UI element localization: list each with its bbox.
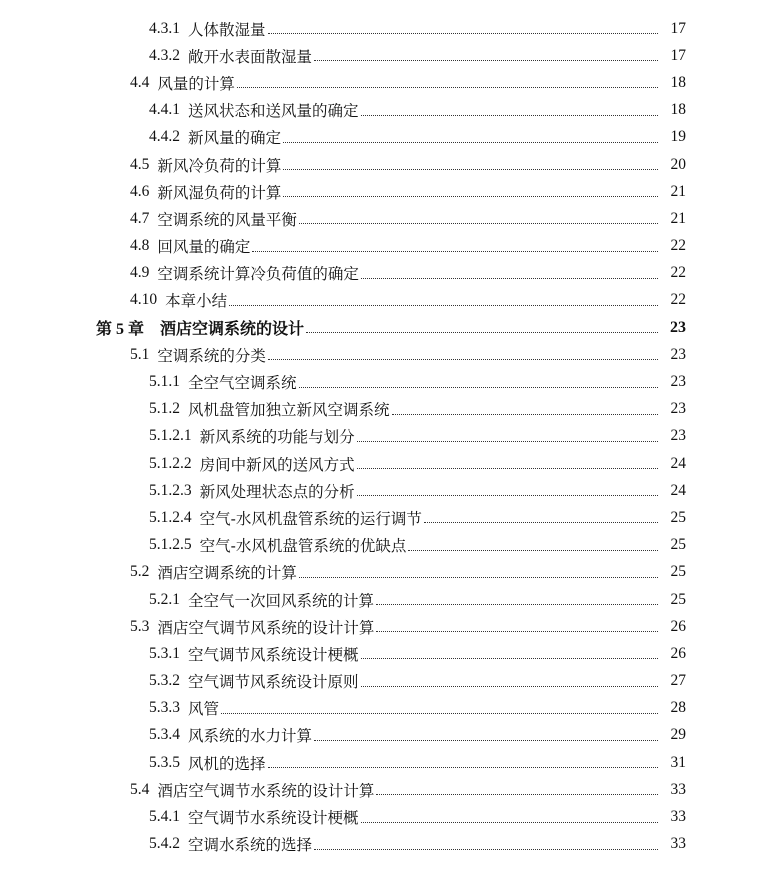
dot-leader — [283, 142, 658, 143]
toc-entry-number: 5.1 — [130, 345, 150, 363]
dot-leader — [314, 60, 658, 61]
dot-leader — [299, 387, 658, 388]
dot-leader — [299, 577, 658, 578]
dot-leader — [268, 359, 658, 360]
toc-entry[interactable] — [0, 613, 780, 640]
toc-entry-title: 风系统的水力计算 — [188, 727, 313, 746]
dot-leader — [376, 794, 658, 795]
toc-entry[interactable] — [0, 504, 780, 531]
dot-leader — [283, 196, 658, 197]
toc-entry-page: 21 — [670, 182, 686, 200]
toc-entry-title: 空气调节水系统设计梗概 — [188, 809, 359, 828]
toc-entry[interactable] — [0, 450, 780, 477]
toc-entry-page: 33 — [670, 808, 686, 826]
toc-entry-title: 回风量的确定 — [157, 238, 251, 257]
toc-entry[interactable] — [0, 124, 780, 151]
dot-leader — [361, 658, 658, 659]
toc-entry[interactable] — [0, 559, 780, 586]
toc-entry[interactable] — [0, 205, 780, 232]
toc-entry[interactable] — [0, 722, 780, 749]
toc-entry-number: 5.4.2 — [149, 835, 180, 853]
toc-entry-page: 18 — [670, 101, 686, 119]
toc-entry-title: 风机盘管加独立新风空调系统 — [188, 401, 390, 420]
toc-entry[interactable] — [0, 287, 780, 314]
toc-entry-title: 风机的选择 — [188, 754, 266, 773]
toc-entry-page: 26 — [670, 644, 686, 662]
toc-entry[interactable] — [0, 260, 780, 287]
toc-entry-page: 24 — [670, 481, 686, 499]
toc-entry[interactable] — [0, 803, 780, 830]
toc-entry-number: 5.3.3 — [149, 699, 180, 717]
toc-entry-title: 酒店空气调节风系统的设计计算 — [157, 618, 375, 637]
toc-entry-number: 5.1.2.3 — [149, 481, 192, 499]
dot-leader — [252, 251, 658, 252]
toc-entry-title: 人体散湿量 — [188, 20, 266, 39]
toc-entry[interactable] — [0, 532, 780, 559]
toc-entry[interactable] — [0, 695, 780, 722]
toc-entry-number: 5.2 — [130, 563, 150, 581]
toc-entry[interactable] — [0, 178, 780, 205]
table-of-contents — [0, 15, 780, 858]
dot-leader — [299, 223, 658, 224]
toc-entry-page: 17 — [670, 46, 686, 64]
dot-leader — [376, 604, 658, 605]
toc-entry-number: 5.1.2.4 — [149, 508, 192, 526]
toc-entry-title: 空调水系统的选择 — [188, 836, 313, 855]
toc-entry-number: 5.3.5 — [149, 753, 180, 771]
toc-entry-number: 5.3.1 — [149, 644, 180, 662]
dot-leader — [424, 522, 658, 523]
dot-leader — [237, 87, 658, 88]
toc-entry-title: 风管 — [188, 700, 220, 719]
toc-entry-number: 5.3 — [130, 617, 150, 635]
toc-entry[interactable] — [0, 586, 780, 613]
toc-entry-page: 23 — [670, 345, 686, 363]
toc-entry[interactable] — [0, 423, 780, 450]
dot-leader — [357, 468, 658, 469]
toc-entry-title: 空调系统的分类 — [157, 346, 266, 365]
toc-entry-number: 4.5 — [130, 155, 150, 173]
toc-entry[interactable] — [0, 314, 780, 341]
toc-entry-title: 空气调节风系统设计原则 — [188, 673, 359, 692]
toc-entry-title: 新风处理状态点的分析 — [199, 482, 355, 501]
toc-entry-title: 新风量的确定 — [188, 129, 282, 148]
toc-entry-number: 4.4.2 — [149, 128, 180, 146]
toc-entry-title: 酒店空调系统的计算 — [157, 564, 297, 583]
toc-entry-page: 25 — [670, 590, 686, 608]
toc-entry-page: 27 — [670, 672, 686, 690]
toc-entry-number: 4.10 — [130, 291, 158, 309]
toc-entry-title: 新风系统的功能与划分 — [199, 428, 355, 447]
toc-entry-page: 22 — [670, 264, 686, 282]
dot-leader — [314, 740, 658, 741]
toc-entry-title: 本章小结 — [165, 292, 228, 311]
toc-entry-page: 17 — [670, 19, 686, 37]
toc-entry-page: 26 — [670, 617, 686, 635]
dot-leader — [314, 849, 658, 850]
toc-entry-page: 28 — [670, 699, 686, 717]
toc-entry-number: 5.4 — [130, 780, 150, 798]
dot-leader — [361, 115, 658, 116]
toc-entry-page: 23 — [670, 318, 686, 336]
toc-entry-page: 23 — [670, 427, 686, 445]
toc-entry-number: 4.4.1 — [149, 101, 180, 119]
toc-entry-title: 全空气空调系统 — [188, 374, 297, 393]
toc-entry-number: 5.1.1 — [149, 373, 180, 391]
toc-entry-title: 新风湿负荷的计算 — [157, 183, 282, 202]
toc-entry-title: 空气调节风系统设计梗概 — [188, 645, 359, 664]
toc-entry[interactable] — [0, 151, 780, 178]
toc-entry[interactable] — [0, 341, 780, 368]
toc-entry-number: 5.1.2.2 — [149, 454, 192, 472]
dot-leader — [306, 332, 658, 333]
toc-entry[interactable] — [0, 368, 780, 395]
toc-entry-number: 5.1.2.5 — [149, 536, 192, 554]
toc-entry-number: 5.3.2 — [149, 672, 180, 690]
toc-entry-title: 全空气一次回风系统的计算 — [188, 591, 375, 610]
toc-entry[interactable] — [0, 42, 780, 69]
toc-entry-title: 敞开水表面散湿量 — [188, 47, 313, 66]
toc-entry-page: 23 — [670, 373, 686, 391]
toc-entry[interactable] — [0, 69, 780, 96]
toc-entry-title: 空气-水风机盘管系统的优缺点 — [199, 537, 407, 556]
toc-entry-page: 33 — [670, 835, 686, 853]
toc-entry-number: 5.2.1 — [149, 590, 180, 608]
toc-entry-title: 风量的计算 — [157, 74, 235, 93]
toc-entry-page: 23 — [670, 400, 686, 418]
toc-entry[interactable] — [0, 749, 780, 776]
toc-entry-page: 29 — [670, 726, 686, 744]
dot-leader — [361, 278, 658, 279]
toc-entry-number: 4.9 — [130, 264, 150, 282]
toc-entry-page: 18 — [670, 73, 686, 91]
toc-entry[interactable] — [0, 776, 780, 803]
toc-entry[interactable] — [0, 640, 780, 667]
dot-leader — [376, 631, 658, 632]
toc-entry-page: 21 — [670, 209, 686, 227]
toc-entry-page: 33 — [670, 780, 686, 798]
toc-entry-page: 31 — [670, 753, 686, 771]
dot-leader — [268, 33, 658, 34]
toc-entry[interactable] — [0, 396, 780, 423]
toc-entry-title: 空调系统计算冷负荷值的确定 — [157, 265, 359, 284]
dot-leader — [392, 414, 658, 415]
toc-entry[interactable] — [0, 477, 780, 504]
toc-entry-title: 酒店空调系统的设计 — [160, 319, 305, 339]
dot-leader — [357, 495, 658, 496]
toc-entry-number: 4.8 — [130, 237, 150, 255]
toc-entry[interactable] — [0, 831, 780, 858]
toc-entry-number: 5.1.2.1 — [149, 427, 192, 445]
toc-entry-number: 5.4.1 — [149, 808, 180, 826]
dot-leader — [221, 713, 658, 714]
dot-leader — [361, 686, 658, 687]
toc-entry-number: 第 5 章 — [96, 321, 145, 339]
toc-entry-number: 4.7 — [130, 209, 150, 227]
toc-entry-title: 送风状态和送风量的确定 — [188, 102, 359, 121]
dot-leader — [408, 550, 658, 551]
toc-entry-number: 5.1.2 — [149, 400, 180, 418]
toc-entry-title: 房间中新风的送风方式 — [199, 455, 355, 474]
toc-entry-number: 4.3.1 — [149, 19, 180, 37]
toc-entry-title: 空气-水风机盘管系统的运行调节 — [199, 509, 422, 528]
toc-entry-page: 24 — [670, 454, 686, 472]
dot-leader — [229, 305, 658, 306]
toc-entry[interactable] — [0, 668, 780, 695]
toc-entry-title: 酒店空气调节水系统的设计计算 — [157, 781, 375, 800]
dot-leader — [283, 169, 658, 170]
toc-entry-number: 4.6 — [130, 182, 150, 200]
toc-entry[interactable] — [0, 97, 780, 124]
toc-entry-title: 新风冷负荷的计算 — [157, 156, 282, 175]
toc-entry[interactable] — [0, 233, 780, 260]
toc-entry-page: 20 — [670, 155, 686, 173]
toc-entry[interactable] — [0, 15, 780, 42]
dot-leader — [357, 441, 658, 442]
toc-entry-number: 5.3.4 — [149, 726, 180, 744]
dot-leader — [268, 767, 658, 768]
toc-entry-number: 4.3.2 — [149, 46, 180, 64]
toc-entry-page: 25 — [670, 563, 686, 581]
toc-entry-title: 空调系统的风量平衡 — [157, 210, 297, 229]
toc-entry-page: 19 — [670, 128, 686, 146]
toc-entry-page: 25 — [670, 508, 686, 526]
toc-entry-number: 4.4 — [130, 73, 150, 91]
toc-entry-page: 25 — [670, 536, 686, 554]
toc-entry-page: 22 — [670, 291, 686, 309]
dot-leader — [361, 822, 658, 823]
toc-entry-page: 22 — [670, 237, 686, 255]
